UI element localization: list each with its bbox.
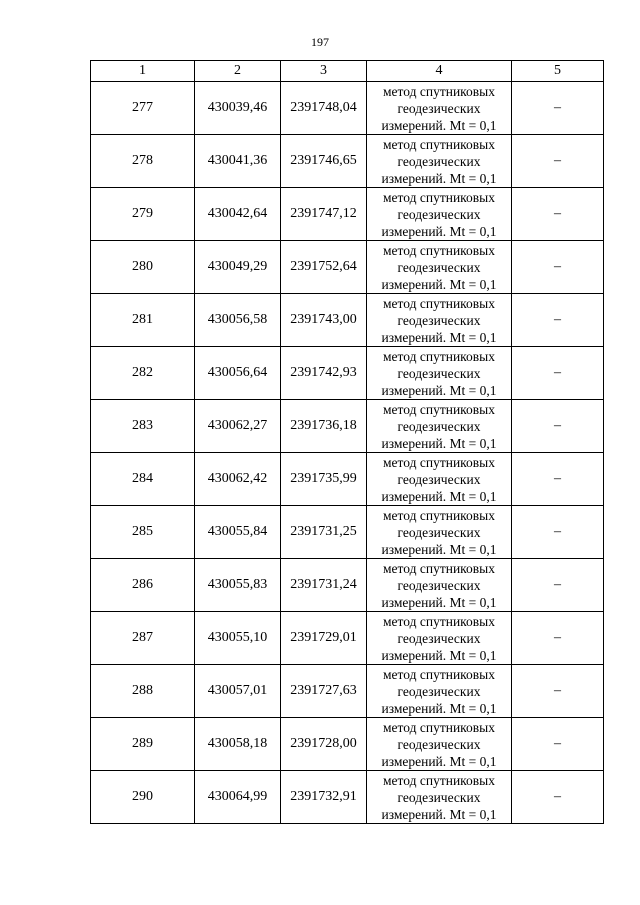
point-number-cell: 285 (91, 506, 195, 559)
method-text-line: измерений. Mt = 0,1 (381, 117, 497, 133)
table-header-row (91, 61, 604, 82)
method-cell (367, 453, 512, 506)
coordinate-y-cell: 430055,83 (195, 559, 281, 612)
coordinate-y-cell: 430064,99 (195, 771, 281, 824)
table-body (91, 82, 604, 824)
method-text-line: измерений. Mt = 0,1 (381, 329, 497, 345)
method-text-line: метод спутниковых (383, 348, 495, 364)
table-row (91, 241, 604, 294)
coordinate-x-cell: 2391729,01 (281, 612, 367, 665)
note-cell: – (512, 453, 604, 506)
method-text-line: измерений. Mt = 0,1 (381, 700, 497, 716)
header-col-5: 5 (512, 61, 604, 82)
coordinate-y-cell: 430057,01 (195, 665, 281, 718)
method-text-line: геодезических (397, 471, 481, 487)
point-number-cell: 283 (91, 400, 195, 453)
point-number-cell: 279 (91, 188, 195, 241)
method-text-line: измерений. Mt = 0,1 (381, 382, 497, 398)
coordinate-x-cell: 2391742,93 (281, 347, 367, 400)
point-number-cell: 281 (91, 294, 195, 347)
method-text-line: метод спутниковых (383, 454, 495, 470)
coordinate-x-cell: 2391727,63 (281, 665, 367, 718)
table-row (91, 188, 604, 241)
note-cell: – (512, 400, 604, 453)
coordinate-x-cell: 2391752,64 (281, 241, 367, 294)
table-row (91, 665, 604, 718)
coordinate-x-cell: 2391731,24 (281, 559, 367, 612)
method-text-line: геодезических (397, 365, 481, 381)
method-text-line: измерений. Mt = 0,1 (381, 541, 497, 557)
table-row (91, 559, 604, 612)
coordinate-x-cell: 2391732,91 (281, 771, 367, 824)
method-text-line: измерений. Mt = 0,1 (381, 170, 497, 186)
method-text-line: геодезических (397, 736, 481, 752)
method-text-line: геодезических (397, 418, 481, 434)
coordinate-x-cell: 2391736,18 (281, 400, 367, 453)
table-row (91, 82, 604, 135)
coordinate-y-cell: 430058,18 (195, 718, 281, 771)
header-col-1: 1 (91, 61, 195, 82)
coordinate-x-cell: 2391728,00 (281, 718, 367, 771)
method-text-line: метод спутниковых (383, 666, 495, 682)
method-text-line: измерений. Mt = 0,1 (381, 753, 497, 769)
method-text-line: измерений. Mt = 0,1 (381, 435, 497, 451)
method-text-line: измерений. Mt = 0,1 (381, 276, 497, 292)
method-text-line: геодезических (397, 683, 481, 699)
method-text-line: геодезических (397, 312, 481, 328)
coordinates-table (90, 60, 604, 824)
method-text-line: геодезических (397, 577, 481, 593)
note-cell: – (512, 188, 604, 241)
method-text-line: измерений. Mt = 0,1 (381, 223, 497, 239)
note-cell: – (512, 82, 604, 135)
method-cell (367, 82, 512, 135)
method-cell (367, 294, 512, 347)
point-number-cell: 284 (91, 453, 195, 506)
point-number-cell: 287 (91, 612, 195, 665)
coordinate-x-cell: 2391747,12 (281, 188, 367, 241)
note-cell: – (512, 347, 604, 400)
method-cell (367, 400, 512, 453)
method-text-line: измерений. Mt = 0,1 (381, 647, 497, 663)
point-number-cell: 288 (91, 665, 195, 718)
coordinate-y-cell: 430056,58 (195, 294, 281, 347)
point-number-cell: 290 (91, 771, 195, 824)
coordinate-y-cell: 430062,27 (195, 400, 281, 453)
table-row (91, 400, 604, 453)
method-text-line: метод спутниковых (383, 772, 495, 788)
method-text-line: геодезических (397, 789, 481, 805)
method-text-line: метод спутниковых (383, 136, 495, 152)
coordinate-x-cell: 2391746,65 (281, 135, 367, 188)
table-row (91, 718, 604, 771)
coordinate-x-cell: 2391748,04 (281, 82, 367, 135)
header-col-3: 3 (281, 61, 367, 82)
method-text-line: геодезических (397, 206, 481, 222)
coordinate-x-cell: 2391743,00 (281, 294, 367, 347)
page-number: 197 (311, 35, 329, 49)
point-number-cell: 280 (91, 241, 195, 294)
method-text-line: геодезических (397, 100, 481, 116)
table-row (91, 453, 604, 506)
method-text-line: метод спутниковых (383, 401, 495, 417)
note-cell: – (512, 559, 604, 612)
note-cell: – (512, 241, 604, 294)
method-cell (367, 347, 512, 400)
method-text-line: метод спутниковых (383, 295, 495, 311)
method-cell (367, 506, 512, 559)
method-cell (367, 135, 512, 188)
method-text-line: метод спутниковых (383, 613, 495, 629)
table-row (91, 612, 604, 665)
header-col-4: 4 (367, 61, 512, 82)
coordinate-x-cell: 2391731,25 (281, 506, 367, 559)
note-cell: – (512, 506, 604, 559)
note-cell: – (512, 612, 604, 665)
table-row (91, 771, 604, 824)
note-cell: – (512, 135, 604, 188)
coordinate-y-cell: 430056,64 (195, 347, 281, 400)
method-text-line: метод спутниковых (383, 560, 495, 576)
coordinate-y-cell: 430055,84 (195, 506, 281, 559)
coordinate-y-cell: 430055,10 (195, 612, 281, 665)
method-text-line: метод спутниковых (383, 189, 495, 205)
note-cell: – (512, 771, 604, 824)
method-text-line: геодезических (397, 259, 481, 275)
method-text-line: метод спутниковых (383, 719, 495, 735)
method-text-line: геодезических (397, 153, 481, 169)
method-text-line: измерений. Mt = 0,1 (381, 594, 497, 610)
point-number-cell: 277 (91, 82, 195, 135)
coordinate-y-cell: 430062,42 (195, 453, 281, 506)
coordinate-x-cell: 2391735,99 (281, 453, 367, 506)
method-cell (367, 188, 512, 241)
method-text-line: метод спутниковых (383, 507, 495, 523)
table-row (91, 294, 604, 347)
point-number-cell: 286 (91, 559, 195, 612)
point-number-cell: 289 (91, 718, 195, 771)
method-cell (367, 559, 512, 612)
coordinate-y-cell: 430042,64 (195, 188, 281, 241)
method-cell (367, 665, 512, 718)
point-number-cell: 282 (91, 347, 195, 400)
header-col-2: 2 (195, 61, 281, 82)
point-number-cell: 278 (91, 135, 195, 188)
coordinate-y-cell: 430041,36 (195, 135, 281, 188)
table-row (91, 506, 604, 559)
method-text-line: измерений. Mt = 0,1 (381, 806, 497, 822)
method-text-line: геодезических (397, 524, 481, 540)
table-row (91, 135, 604, 188)
method-text-line: метод спутниковых (383, 242, 495, 258)
coordinate-y-cell: 430039,46 (195, 82, 281, 135)
note-cell: – (512, 718, 604, 771)
coordinate-y-cell: 430049,29 (195, 241, 281, 294)
note-cell: – (512, 294, 604, 347)
method-text-line: геодезических (397, 630, 481, 646)
method-cell (367, 612, 512, 665)
method-cell (367, 771, 512, 824)
method-cell (367, 718, 512, 771)
note-cell: – (512, 665, 604, 718)
method-text-line: метод спутниковых (383, 83, 495, 99)
method-text-line: измерений. Mt = 0,1 (381, 488, 497, 504)
method-cell (367, 241, 512, 294)
table-row (91, 347, 604, 400)
